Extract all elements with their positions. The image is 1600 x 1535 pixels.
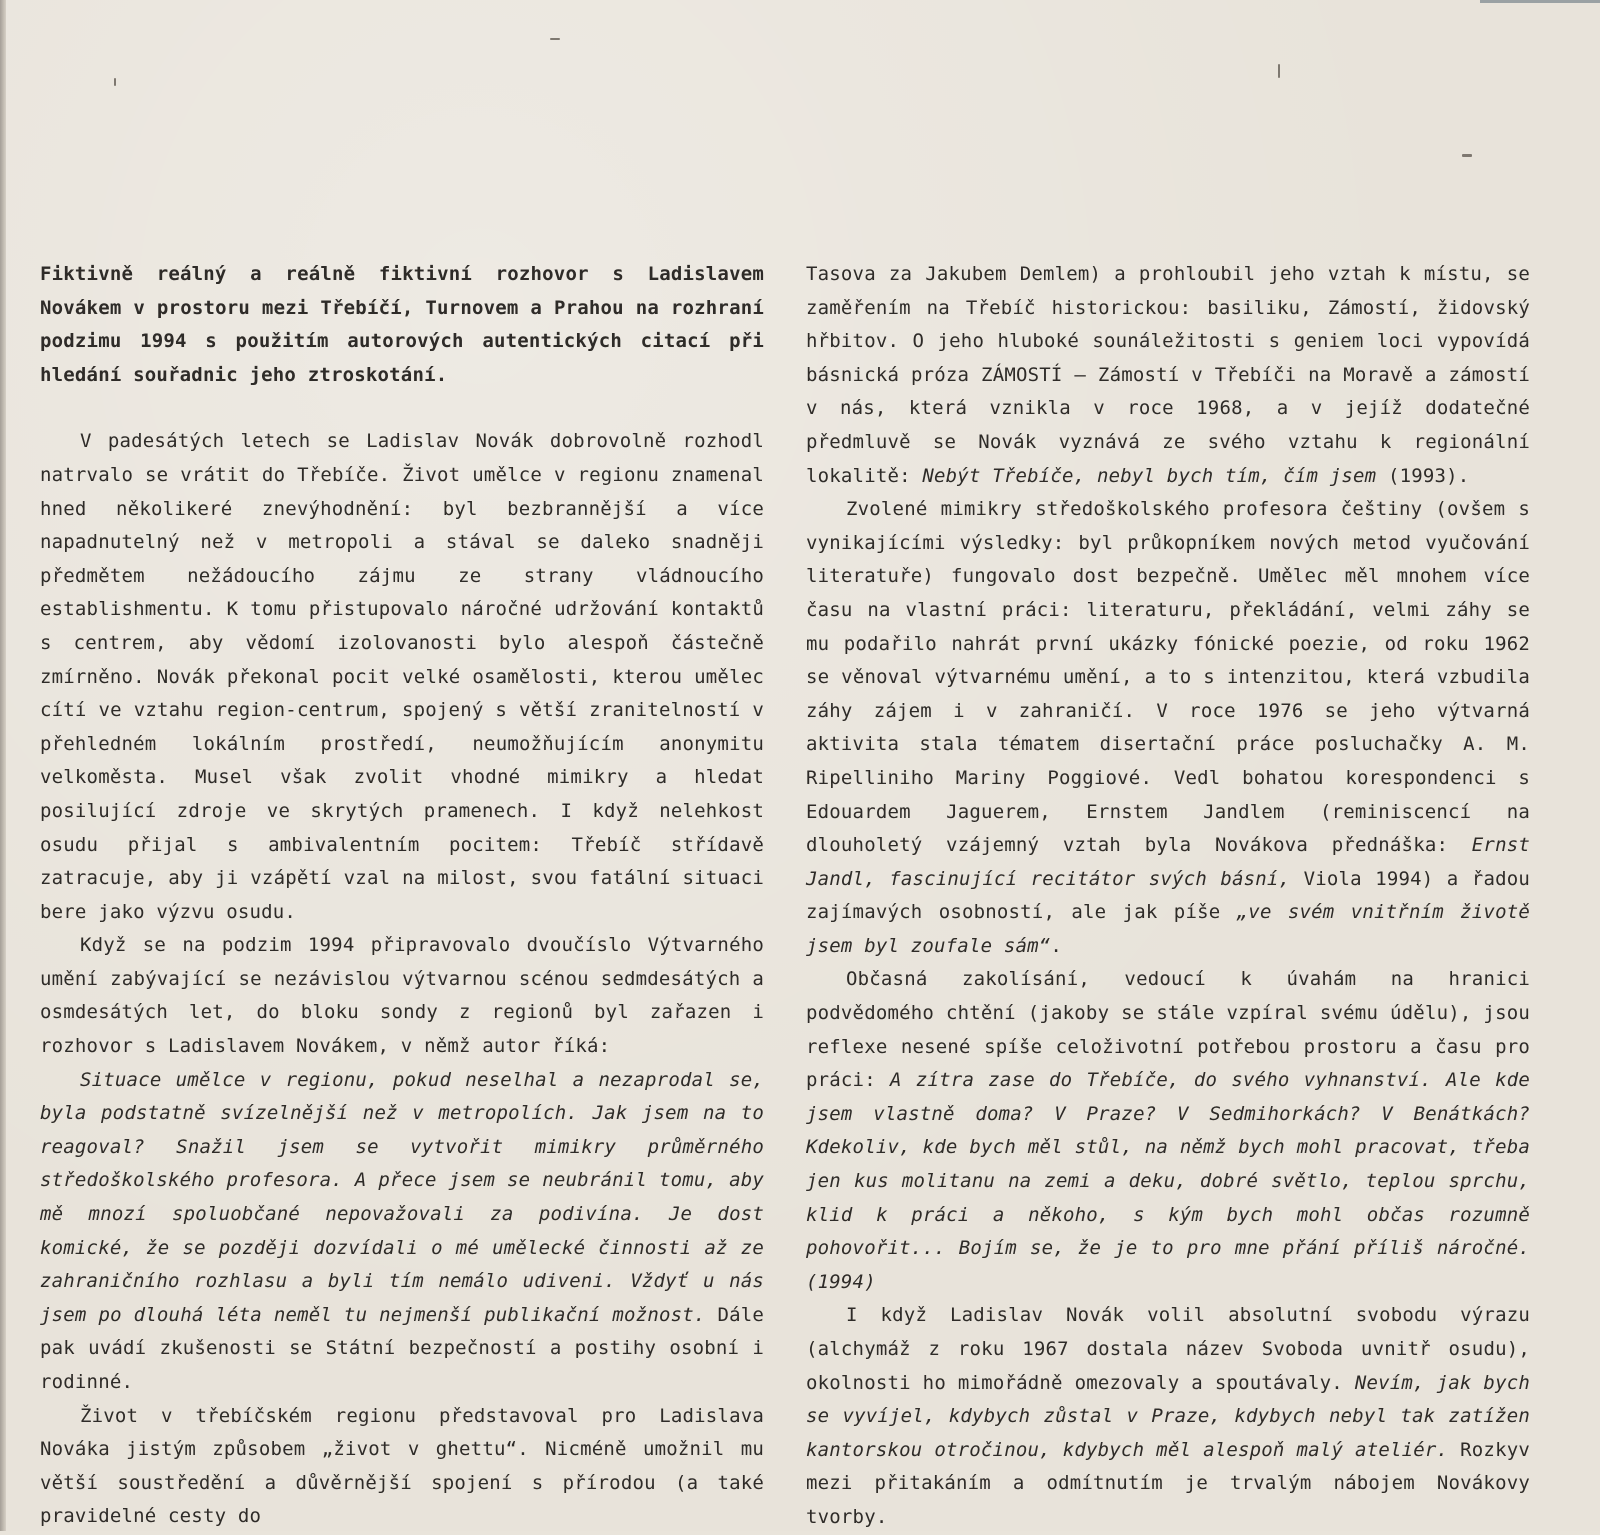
novak-quote-prague: Nevím, jak bych se vyvíjel, kdybych zůstal v Praze, kdybych nebyl tak zatížen kantorskou otročinou, kdybych měl alespoň malý ateliér.	[806, 1371, 1530, 1461]
print-speck	[550, 38, 560, 40]
novak-quote-region: Situace umělce v regionu, pokud neselhal a nezaprodal se, byla podstatně svízelnější než v metropolích. Jak jsem na to reagoval? Snažil jsem se vytvořit mimikry průměrného středoškolského profesora. A přece jsem se neubránil tomu, aby mě mnozí spoluobčané nepovažovali za podivína. Je dost komické, že se později dozvídali o mé umělecké činnosti až ze zahraničního rozhlasu a byli tím nemálo udiveni. Vždyť u nás jsem po dlouhá léta neměl tu nejmenší publikační možnost.	[40, 1068, 764, 1326]
left-paragraph-4: Život v třebíčském regionu představoval pro Ladislava Nováka jistým způsobem „život v ghettu“. Nicméně umožnil mu větší soustředění a důvěrnější spojení s přírodou (a také pravidelné cesty do	[40, 1404, 764, 1528]
right-paragraph-4	[806, 1299, 1530, 1534]
right-paragraph-1	[806, 258, 1530, 493]
right-paragraph-4-end: Rozkyv mezi přitakáním a odmítnutím je trvalým nábojem Novákovy tvorby.	[806, 1438, 1530, 1528]
right-paragraph-2-text: Zvolené mimikry středoškolského profesora češtiny (ovšem s vynikajícími výsledky: byl průkopníkem nových metod vyučování literatuře) fungovalo dost bezpečně. Umělec měl mnohem více času na vlastní práci: literaturu, překládání, velmi záhy se mu podařilo nahrát první ukázky fónické poezie, od roku 1962 se věnoval výtvarnému umění, a to s intenzitou, která vzbudila záhy zájem i v zahraničí. V roce 1976 se jeho výtvarná aktivita stala tématem disertační práce posluchačky A. M. Ripelliniho Mariny Poggiové. Vedl bohatou korespondenci s Edouardem Jaguerem, Ernstem Jandlem (reminiscencí na dlouholetý vzájemný vztah byla Novákova přednáška:	[806, 498, 1530, 857]
left-paragraph-1: V padesátých letech se Ladislav Novák dobrovolně rozhodl natrvalo se vrátit do Třebíče. Život umělce v regionu znamenal hned několikeré znevýhodnění: byl bezbrannější a více napadnutelný než v metropoli a stával se daleko snadněji předmětem nežádoucího zájmu ze strany vládnoucího establishmentu. K tomu přistupovalo náročné udržování kontaktů s centrem, aby vědomí izolovanosti bylo alespoň částečně zmírněno. Novák překonal pocit velké osamělosti, kterou umělec cítí ve vztahu region-centrum, spojený s větší zranitelností v přehledném lokálním prostředí, neumožňujícím anonymitu velkoměsta. Musel však zvolit vhodné mimikry a hledat posilující zdroje ve skrytých pramenech. I když nelehkost osudu přijal s ambivalentním pocitem: Třebíč střídavě zatracuje, aby ji vzápětí vzal na milost, svou fatální situaci bere jako výzvu osudu.	[40, 430, 764, 923]
page-top-edge	[1480, 0, 1600, 3]
right-paragraph-1-text: Tasova za Jakubem Demlem) a prohloubil jeho vztah k místu, se zaměřením na Třebíč historickou: basiliku, Zámostí, židovský hřbitov. O jeho hluboké sounáležitosti s geniem loci vypovídá básnická próza ZÁMOSTÍ – Zámostí v Třebíči na Moravě a zámostí v nás, která vznikla v roce 1968, a v jejíž dodatečné předmluvě se Novák vyznává ze svého vztahu k regionální lokalitě:	[806, 263, 1530, 487]
novak-quote-exile: A zítra zase do Třebíče, do svého vyhnanství. Ale kde jsem vlastně doma? V Praze? V Sedmihorkách? V Benátkách? Kdekoliv, kde bych měl stůl, na němž bych mohl pracovat, třeba jen kus molitanu na zemi a deku, dobré světlo, teplou sprchu, klid k práci a někoho, s kým bych mohl občas rozumně pohovořit... Bojím se, že je to pro mne přání příliš náročné. (1994)	[806, 1069, 1530, 1293]
right-paragraph-3	[806, 963, 1530, 1299]
right-paragraph-4-text: I když Ladislav Novák volil absolutní svobodu výrazu (alchymáž z roku 1967 dostala název Svoboda uvnitř osudu), okolnosti ho mimořádně omezovaly a spoutávaly.	[806, 1304, 1530, 1394]
right-paragraph-2	[806, 493, 1530, 963]
novak-quote-trebic: Nebýt Třebíče, nebyl bych tím, čím jsem	[922, 464, 1377, 487]
article-intro: Fiktivně reálný a reálně fiktivní rozhovor s Ladislavem Novákem v prostoru mezi Třebíčí, Turnovem a Prahou na rozhraní podzimu 1994 s použitím autorových autentických citací při hledání souřadnic jeho ztroskotání.	[40, 263, 764, 386]
jandl-lecture-title: Ernst Jandl, fascinující recitátor svých básní,	[806, 834, 1530, 890]
left-paragraph-3-rest: Dále pak uvádí zkušenosti se Státní bezpečností a postihy osobní i rodinné.	[40, 1303, 765, 1393]
print-speck	[1462, 154, 1472, 157]
right-paragraph-1-end: (1993).	[1376, 464, 1470, 487]
print-speck	[114, 78, 116, 86]
right-paragraph-2-end: .	[1050, 934, 1063, 957]
print-speck	[1278, 64, 1280, 78]
novak-quote-alone: „ve svém vnitřním životě jsem byl zoufale sám“	[806, 901, 1530, 957]
left-paragraph-3	[40, 1064, 764, 1400]
page-spine-shadow	[0, 0, 6, 1531]
right-paragraph-3-text: Občasná zakolísání, vedoucí k úvahám na hranici podvědomého chtění (jakoby se stále vzpíral svému údělu), jsou reflexe nesené spíše celoživotní potřebou prostoru a času pro práci:	[806, 968, 1530, 1092]
left-column	[40, 258, 764, 1534]
right-column	[806, 258, 1530, 1535]
right-paragraph-2-middle: Viola 1994) a řadou zajímavých osobností, ale jak píše	[806, 867, 1531, 924]
left-paragraph-2: Když se na podzim 1994 připravovalo dvoučíslo Výtvarného umění zabývající se nezávislou výtvarnou scénou sedmdesátých a osmdesátých let, do bloku sondy z regionů byl zařazen i rozhovor s Ladislavem Novákem, v němž autor říká:	[40, 934, 764, 1058]
